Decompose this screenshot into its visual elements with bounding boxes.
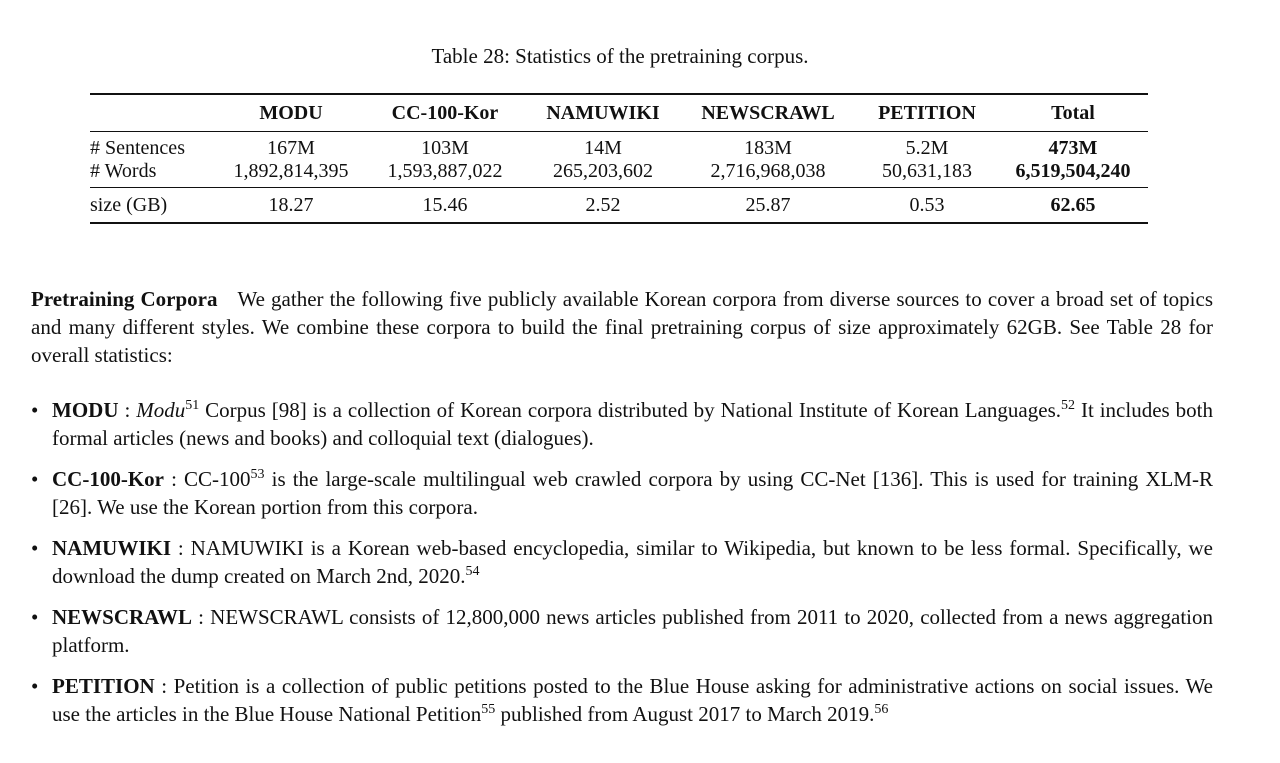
separator: : <box>171 536 191 560</box>
paragraph-heading: Pretraining Corpora <box>31 287 218 311</box>
item-text: Corpus [98] is a collection of Korean corpora distributed by National Institute of Korean Languages. <box>199 398 1062 422</box>
term: NEWSCRAWL <box>52 605 193 629</box>
header-petition: PETITION <box>878 101 976 124</box>
item-text: is the large-scale multilingual web crawled corpora by using CC-Net [136]. This is used for training XLM-R [26]. We use the Korean portion from this corpora. <box>52 467 1213 519</box>
italic-name: Modu <box>136 398 186 422</box>
row-label: # Sentences <box>90 137 185 159</box>
table-cell: 25.87 <box>745 193 791 216</box>
table-cell-total: 62.65 <box>1050 193 1096 216</box>
separator: : <box>192 605 211 629</box>
footnote-marker: 52 <box>1061 398 1076 413</box>
table-cell: 167M <box>267 137 315 159</box>
table-cell: 1,892,814,395 <box>233 160 349 182</box>
bullet-icon: • <box>31 536 39 560</box>
list-item-petition <box>31 672 1213 728</box>
table-cell: 183M <box>744 137 792 159</box>
paragraph-body: We gather the following five publicly available Korean corpora from diverse sources to cover a broad set of topics and many different styles. We combine these corpora to build the final pretraining corpus of size approximately 62GB. See Table 28 for overall statistics: <box>31 287 1214 367</box>
list-item-namuwiki <box>31 534 1213 590</box>
footnote-marker: 54 <box>465 564 480 579</box>
header-modu: MODU <box>259 101 323 124</box>
term: CC-100-Kor <box>52 467 164 491</box>
footnote-marker: 53 <box>250 467 265 482</box>
footnote-marker: 51 <box>185 398 200 413</box>
pretraining-corpora-paragraph <box>31 285 1213 369</box>
corpus-list <box>31 396 1213 741</box>
item-text: Petition is a collection of public petitions posted to the Blue House asking for administrative actions on social issues. We use the articles in the Blue House National Petition <box>52 674 1213 726</box>
table-cell: 1,593,887,022 <box>387 160 503 182</box>
item-text: NAMUWIKI is a Korean web-based encyclopedia, similar to Wikipedia, but known to be less formal. Specifically, we download the dump created on March 2nd, 2020. <box>52 536 1213 588</box>
statistics-table <box>90 93 1148 224</box>
item-text: It includes both formal articles (news and books) and colloquial text (dialogues). <box>52 398 1213 450</box>
list-item-modu <box>31 396 1213 452</box>
table-row-words <box>90 160 1148 188</box>
separator: : <box>118 398 137 422</box>
row-label: # Words <box>90 160 157 182</box>
footnote-marker: 56 <box>874 702 889 717</box>
header-total: Total <box>1051 101 1095 124</box>
list-item-newscrawl <box>31 603 1213 659</box>
table-cell: 2,716,968,038 <box>710 160 826 182</box>
header-empty <box>90 94 218 132</box>
table-cell: 0.53 <box>909 193 945 216</box>
table-caption: Table 28: Statistics of the pretraining corpus. <box>431 44 809 68</box>
term: NAMUWIKI <box>52 536 171 560</box>
item-text: published from August 2017 to March 2019. <box>495 702 875 726</box>
table-cell-total: 473M <box>1048 137 1098 159</box>
table-cell: 50,631,183 <box>882 160 972 182</box>
item-text: CC-100 <box>184 467 251 491</box>
table-cell: 103M <box>421 137 469 159</box>
table-cell-total: 6,519,504,240 <box>1015 160 1131 182</box>
footnote-marker: 55 <box>481 702 496 717</box>
row-label: size (GB) <box>90 193 168 216</box>
separator: : <box>154 674 174 698</box>
table-row-size <box>90 188 1148 224</box>
table-row-sentences <box>90 132 1148 161</box>
header-namuwiki: NAMUWIKI <box>546 101 660 124</box>
table-cell: 14M <box>584 137 622 159</box>
term: PETITION <box>52 674 155 698</box>
list-item-cc100kor <box>31 465 1213 521</box>
table-header-row <box>90 94 1148 132</box>
table-cell: 5.2M <box>905 137 949 159</box>
bullet-icon: • <box>31 467 39 491</box>
bullet-icon: • <box>31 605 39 629</box>
header-newscrawl: NEWSCRAWL <box>701 101 835 124</box>
table-cell: 2.52 <box>585 193 621 216</box>
header-cc100kor: CC-100-Kor <box>391 101 499 124</box>
item-text: NEWSCRAWL consists of 12,800,000 news articles published from 2011 to 2020, collected from a news aggregation platform. <box>52 605 1213 657</box>
bullet-icon: • <box>31 398 39 422</box>
bullet-icon: • <box>31 674 39 698</box>
term: MODU <box>52 398 119 422</box>
separator: : <box>163 467 184 491</box>
table-cell: 15.46 <box>422 193 468 216</box>
table-cell: 18.27 <box>268 193 314 216</box>
table-cell: 265,203,602 <box>553 160 653 182</box>
